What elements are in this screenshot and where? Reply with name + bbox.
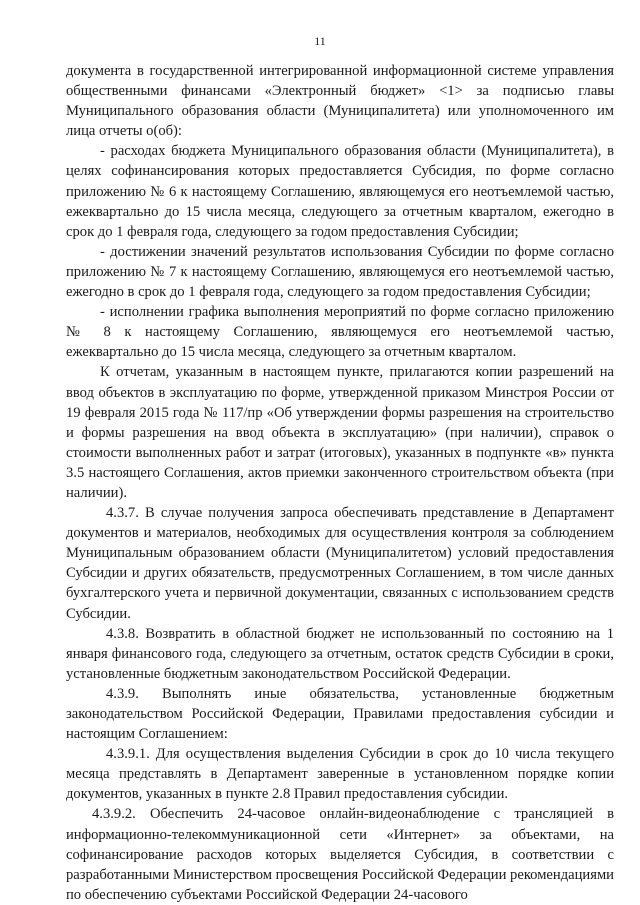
paragraph-4-3-9-2: 4.3.9.2. Обеспечить 24-часовое онлайн-видеонаблюдение с трансляцией в информационно-телекоммуникационной сети «Интернет» за объектами, на софинансирование расходов которых выделяется Субсидия, в соответствии с разработанными Министерством просвещения Российской Федерации рекомендациями по обеспечению субъектами Российской Федерации 24-часового (66, 806, 614, 903)
paragraph-4-3-7: 4.3.7. В случае получения запроса обеспечивать представление в Департамент документов и материалов, необходимых для осуществления контроля за соблюдением Муниципальным образованием области (Муниципалитетом) условий предоставления Субсидии и других обязательств, предусмотренных Соглашением, в том числе данных бухгалтерского учета и первичной документации, связанных с использованием средств Субсидии. (66, 505, 614, 622)
paragraph-attachments: К отчетам, указанным в настоящем пункте, прилагаются копии разрешений на ввод объектов в эксплуатацию по форме, утвержденной приказом Минстроя России от 19 февраля 2015 года № 117/пр «Об утверждении формы разрешения на строительство и формы разрешения на ввод объекта в эксплуатацию» (при наличии), справок о стоимости выполненных работ и затрат (итоговых), указанных в подпункте «в» пункта 3.5 настоящего Соглашения, актов приемки законченного строительством объекта (при наличии). (66, 364, 614, 501)
paragraph-expenses-report: - расходах бюджета Муниципального образования области (Муниципалитета), в целях софинансирования которых предоставляется Субсидия, по форме согласно приложению № 6 к настоящему Соглашению, являющемуся его неотъемлемой частью, ежеквартально до 15 числа месяца, следующего за отчетным кварталом, ежегодно в срок до 1 февраля года, следующего за годом предоставления Субсидии; (66, 143, 614, 240)
paragraph-schedule-report: - исполнении графика выполнения мероприятий по форме согласно приложению № 8 к настоящему Соглашению, являющемуся его неотъемлемой частью, ежеквартально до 15 числа месяца, следующего за отчетным кварталом. (66, 304, 614, 361)
document-body (66, 61, 614, 905)
paragraph-4-3-9: 4.3.9. Выполнять иные обязательства, установленные бюджетным законодательством Российской Федерации, Правилами предоставления субсидии и настоящим Соглашением: (66, 685, 614, 743)
paragraph-4-3-9-1: 4.3.9.1. Для осуществления выделения Субсидии в срок до 10 числа текущего месяца представлять в Департамент заверенные в установленном порядке копии документов, указанных в пункте 2.8 Правил предоставления субсидии. (66, 746, 614, 803)
paragraph-results-report: - достижении значений результатов использования Субсидии по форме согласно приложению № 7 к настоящему Соглашению, являющемуся его неотъемлемой частью, ежегодно в срок до 1 февраля года, следующего за годом предоставления Субсидии; (66, 243, 614, 301)
page-number: 11 (314, 34, 326, 48)
paragraph-report-intro: документа в государственной интегрированной информационной системе управления общественными финансами «Электронный бюджет» <1> за подписью главы Муниципального образования области (Муниципалитета) или уполномоченного им лица отчеты о(об): (66, 63, 614, 140)
paragraph-4-3-8: 4.3.8. Возвратить в областной бюджет не использованный по состоянию на 1 января финансового года, следующего за отчетным, остаток средств Субсидии в сроки, установленные бюджетным законодательством Российской Федерации. (66, 625, 614, 682)
